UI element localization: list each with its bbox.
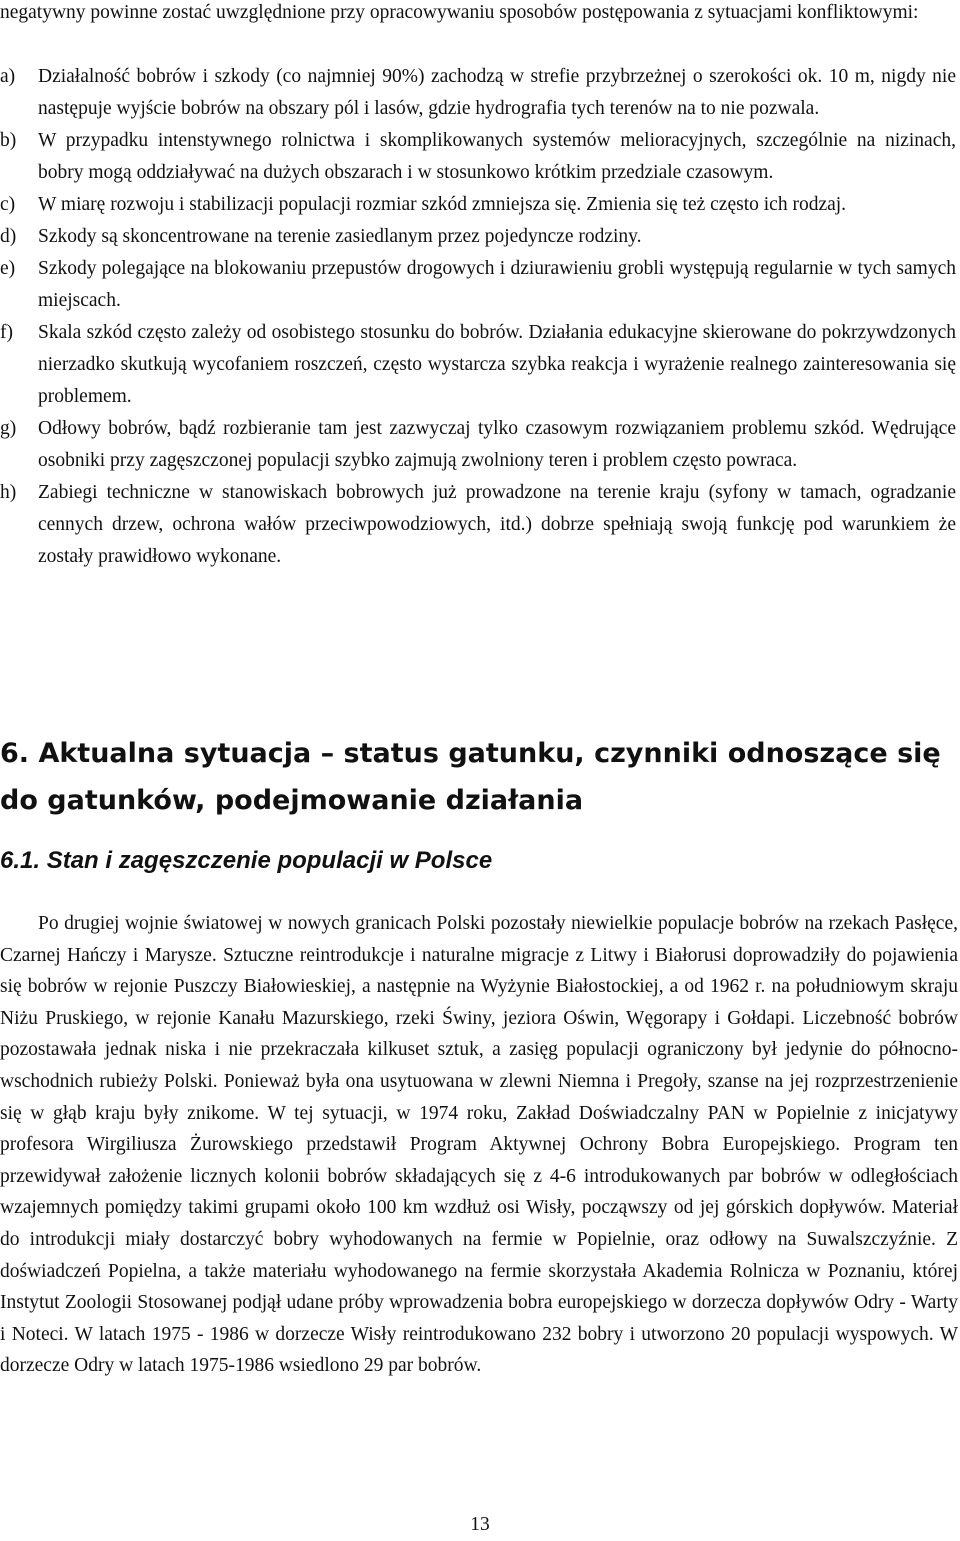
list-marker: a): [0, 66, 16, 87]
section-number: 6.: [0, 738, 30, 769]
list-marker: f): [0, 322, 13, 343]
page-number: 13: [470, 1514, 490, 1535]
list-marker: d): [0, 226, 17, 247]
subsection-heading: 6.1. Stan i zagęszczenie populacji w Polsce: [0, 847, 493, 874]
list-item-text: W przypadku intenstywnego rolnictwa i skomplikowanych systemów melioracyjnych, szczególnie na nizinach, bobry mogą oddziaływać na dużych obszarach i w stosunkowo krótkim przedziale czasowym.: [38, 130, 956, 183]
section-heading: [0, 730, 960, 824]
intro-paragraph: negatywny powinne zostać uwzględnione przy opracowywaniu sposobów postępowania z sytuacjami konfliktowymi:: [0, 2, 919, 23]
list-item-text: Odłowy bobrów, bądź rozbieranie tam jest zazwyczaj tylko czasowym rozwiązaniem problemu szkód. Wędrujące osobniki przy zagęszczonej populacji szybko zajmują zwolniony teren i problem często powraca.: [38, 418, 956, 471]
conflict-list: [0, 61, 956, 573]
list-marker: c): [0, 194, 16, 215]
body-paragraph: Po drugiej wojnie światowej w nowych granicach Polski pozostały niewielkie populacje bobrów na rzekach Pasłęce, Czarnej Hańczy i Marysze. Sztuczne reintrodukcje i naturalne migracje z Litwy i Białorusi doprowadziły do pojawienia się bobrów w rejonie Puszczy Białowieskiej, a następnie na Wyżynie Białostockiej, a od 1962 r. na południowym skraju Niżu Pruskiego, w rejonie Kanału Mazurskiego, rzeki Świny, jeziora Oświn, Węgorapy i Gołdapi. Liczebność bobrów pozostawała jednak niska i nie przekraczała kilkuset sztuk, a zasięg populacji ograniczony był jedynie do północno-wschodnich rubieży Polski. Ponieważ była ona usytuowana w zlewni Niemna i Pregoły, szanse na jej rozprzestrzenienie się w głąb kraju były znikome. W tej sytuacji, w 1974 roku, Zakład Doświadczalny PAN w Popielnie z inicjatywy profesora Wirgiliusza Żurowskiego przedstawił Program Aktywnej Ochrony Bobra Europejskiego. Program ten przewidywał założenie licznych kolonii bobrów składających się z 4-6 introdukowanych par bobrów w odległościach wzajemnych pomiędzy takimi grupami około 100 km wzdłuż osi Wisły, począwszy od jej górskich dopływów. Materiał do introdukcji miały dostarczyć bobry wyhodowanych na fermie w Popielnie, oraz odłowy na Suwalszczyźnie. Z doświadczeń Popielna, a także materiału wyhodowanego na fermie skorzystała Akademia Rolnicza w Poznaniu, której Instytut Zoologii Stosowanej podjął udane próby wprowadzenia bobra europejskiego w dorzecza dopływów Odry - Warty i Noteci. W latach 1975 - 1986 w dorzecze Wisły reintrodukowano 232 bobry i utworzono 20 populacji wyspowych. W dorzecze Odry w latach 1975-1986 wsiedlono 29 par bobrów.: [0, 913, 958, 1377]
list-item-text: Zabiegi techniczne w stanowiskach bobrowych już prowadzone na terenie kraju (syfony w tamach, ogradzanie cennych drzew, ochrona wałów przeciwpowodziowych, itd.) dobrze spełniają swoją funkcję pod warunkiem że zostały prawidłowo wykonane.: [38, 482, 956, 567]
section-title: Aktualna sytuacja – status gatunku, czynniki odnoszące się do gatunków, podejmowanie działania: [0, 738, 941, 816]
list-item-text: Działalność bobrów i szkody (co najmniej 90%) zachodzą w strefie przybrzeżnej o szerokości ok. 10 m, nigdy nie następuje wyjście bobrów na obszary pól i lasów, gdzie hydrografia tych terenów na to nie pozwala.: [38, 66, 956, 119]
list-item: [0, 317, 956, 413]
list-item: [0, 125, 956, 189]
list-item: [0, 221, 956, 253]
list-item: [0, 253, 956, 317]
list-item: [0, 189, 956, 221]
list-marker: b): [0, 130, 17, 151]
list-marker: g): [0, 418, 17, 439]
list-item-text: Skala szkód często zależy od osobistego stosunku do bobrów. Działania edukacyjne skierowane do pokrzywdzonych nierzadko skutkują wycofaniem roszczeń, często wystarcza szybka reakcja i wyrażenie realnego zainteresowania się problemem.: [38, 322, 956, 407]
list-item: [0, 61, 956, 125]
list-item: [0, 477, 956, 573]
list-marker: h): [0, 482, 17, 503]
list-item: [0, 413, 956, 477]
list-item-text: Szkody są skoncentrowane na terenie zasiedlanym przez pojedyncze rodziny.: [38, 226, 642, 247]
list-item-text: Szkody polegające na blokowaniu przepustów drogowych i dziurawieniu grobli występują regularnie w tych samych miejscach.: [38, 258, 956, 311]
list-item-text: W miarę rozwoju i stabilizacji populacji rozmiar szkód zmniejsza się. Zmienia się też często ich rodzaj.: [38, 194, 847, 215]
list-marker: e): [0, 258, 16, 279]
